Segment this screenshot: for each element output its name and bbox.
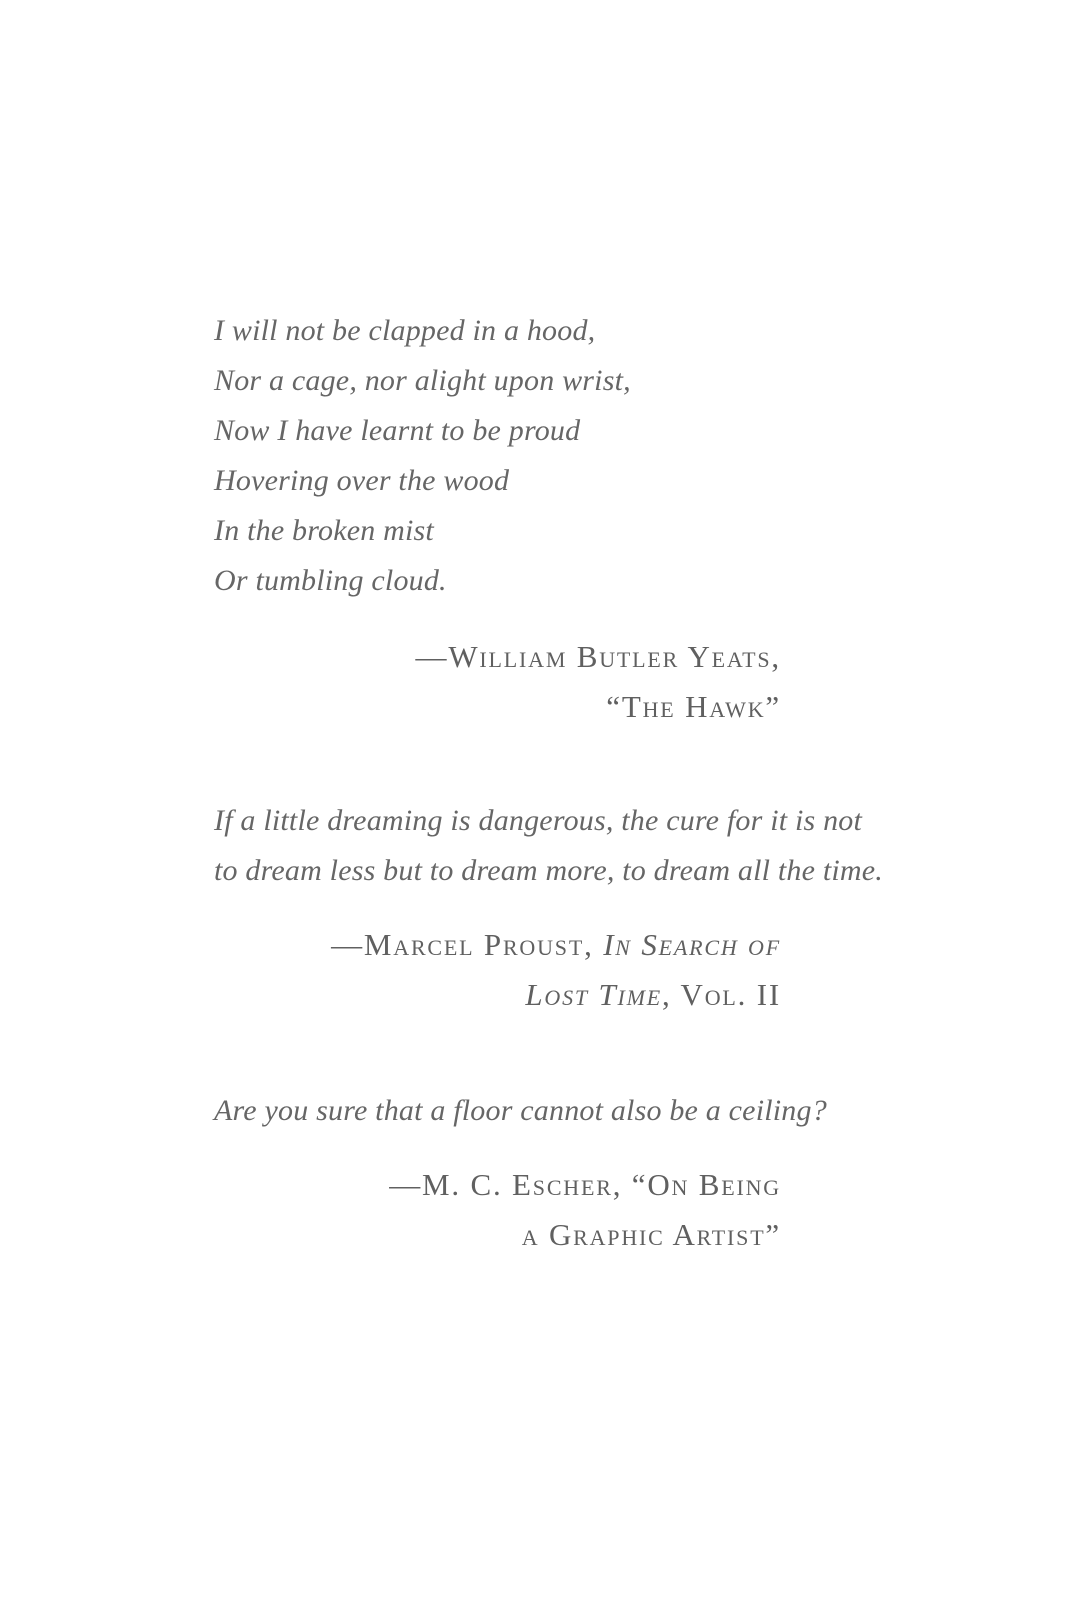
attribution-volume: , Vol. II <box>662 977 781 1012</box>
attribution-line: —M. C. Escher, “On Being <box>389 1167 781 1202</box>
yeats-attribution <box>214 632 781 732</box>
attribution-line <box>214 920 781 970</box>
proust-quote <box>214 796 883 896</box>
attribution-line: —William Butler Yeats, <box>415 639 781 674</box>
escher-attribution <box>214 1160 781 1260</box>
quote-line: Or tumbling cloud. <box>214 564 447 597</box>
quote-line: Hovering over the wood <box>214 464 510 497</box>
quote-line: to dream less but to dream more, to dream all the time. <box>214 854 883 887</box>
quote-line: Are you sure that a floor cannot also be a ceiling? <box>214 1094 827 1127</box>
yeats-poem-quote <box>214 306 781 606</box>
quote-line: In the broken mist <box>214 514 434 547</box>
attribution-author: —Marcel Proust, <box>331 927 604 962</box>
proust-attribution <box>214 920 781 1020</box>
quote-line: Nor a cage, nor alight upon wrist, <box>214 364 631 397</box>
attribution-work-title: Lost Time <box>525 977 662 1012</box>
escher-quote <box>214 1086 827 1136</box>
attribution-line <box>214 970 781 1020</box>
quote-line: Now I have learnt to be proud <box>214 414 581 447</box>
attribution-line: a Graphic Artist” <box>521 1217 781 1252</box>
attribution-work-title: In Search of <box>603 927 781 962</box>
quote-line: If a little dreaming is dangerous, the cure for it is not <box>214 804 863 837</box>
attribution-line: “The Hawk” <box>606 689 781 724</box>
epigraph-page <box>214 0 883 1600</box>
quote-line: I will not be clapped in a hood, <box>214 314 596 347</box>
